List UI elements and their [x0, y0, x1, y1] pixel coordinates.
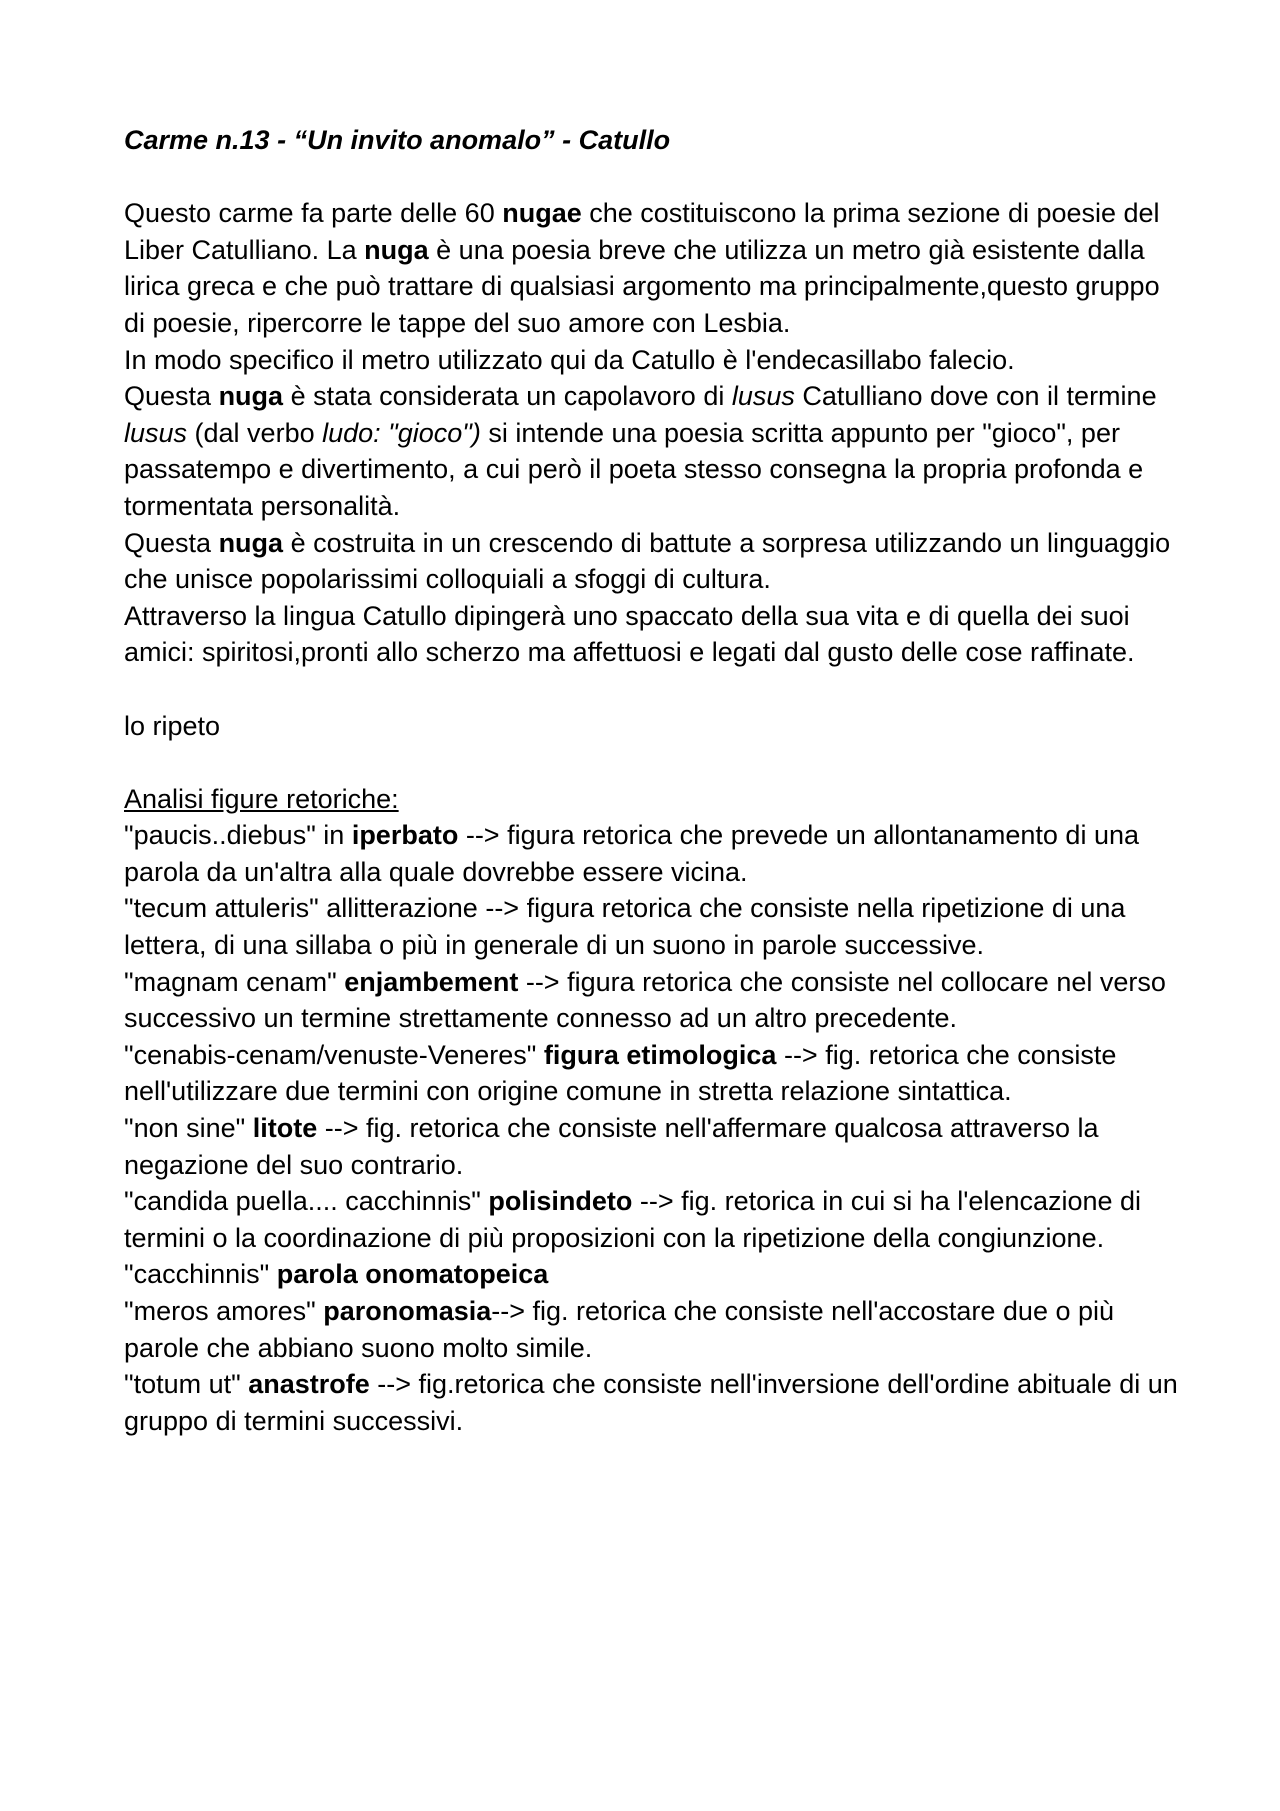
item-quote: "paucis..diebus" in — [124, 820, 352, 851]
analysis-list — [124, 817, 1184, 1439]
item-quote: "cenabis-cenam/venuste-Veneres" — [124, 1039, 544, 1070]
item-description: --> figura retorica che prevede un allontanamento di una parola da un'altra alla quale dovrebbe essere vicina. — [124, 820, 1139, 887]
text-span: che costituiscono la prima sezione di poesie del Liber Catulliano. La — [124, 198, 1160, 265]
item-term: anastrofe — [248, 1369, 370, 1400]
item-description: --> figura retorica che consiste nel collocare nel verso successivo un termine strettamente connesso ad un altro precedente. — [124, 966, 1166, 1034]
italic-term-lusus: lusus — [124, 417, 188, 448]
text-span: è stata considerata un capolavoro di — [283, 381, 732, 412]
item-term: paronomasia — [323, 1296, 492, 1326]
item-quote: "cacchinnis" — [124, 1259, 277, 1290]
item-quote: "totum ut" — [124, 1369, 249, 1400]
item-term: iperbato — [351, 820, 459, 851]
item-quote: "magnam cenam" — [124, 966, 345, 997]
analysis-heading: Analisi figure retoriche: — [124, 783, 399, 814]
bold-term-nuga: nuga — [218, 527, 284, 558]
document-title: Carme n.13 - “Un invito anomalo” - Catullo — [124, 125, 671, 155]
analysis-item — [124, 1293, 1184, 1366]
analysis-item — [124, 1037, 1184, 1110]
italic-term-ludo: ludo: "gioco") — [322, 417, 481, 448]
item-description: --> fig. retorica che consiste nell'affermare qualcosa attraverso la negazione del suo contrario. — [124, 1113, 1099, 1180]
item-quote: "candida puella.... cacchinnis" — [124, 1186, 489, 1217]
text-span: Questa — [124, 381, 219, 412]
italic-term-lusus: lusus — [731, 381, 795, 412]
item-term: polisindeto — [488, 1186, 633, 1217]
item-term: enjambement — [344, 966, 519, 997]
bold-term-nuga: nuga — [218, 381, 284, 412]
analysis-item — [124, 1366, 1184, 1439]
item-description: --> fig. retorica in cui si ha l'elencazione di termini o la coordinazione di più proposizioni con la ripetizione della congiunzione. — [124, 1186, 1142, 1253]
blank-line — [124, 159, 1184, 196]
analysis-item — [124, 817, 1184, 890]
text-span: (dal verbo — [187, 417, 323, 448]
item-quote: "non sine" — [124, 1113, 253, 1144]
text-span: si intende una poesia scritta appunto per "gioco", per passatempo e divertimento, a cui però il poeta stesso consegna la propria profonda e tormentata personalità. — [124, 417, 1144, 521]
intro-paragraph-4 — [124, 525, 1184, 598]
item-description: --> fig.retorica che consiste nell'inversione dell'ordine abituale di un gruppo di termini successivi. — [124, 1369, 1178, 1436]
analysis-item — [124, 1256, 1184, 1293]
blank-line — [124, 671, 1184, 708]
bold-term-nugae: nugae — [502, 198, 582, 229]
note-line: lo ripeto — [124, 710, 221, 741]
item-quote: "meros amores" — [124, 1296, 324, 1326]
item-description: --> fig. retorica che consiste nell'accostare due o più parole che abbiano suono molto simile. — [124, 1296, 1115, 1363]
item-term: parola onomatopeica — [276, 1259, 549, 1290]
text-span: è una poesia breve che utilizza un metro già esistente dalla lirica greca e che può trattare di qualsiasi argomento ma principalmente,questo gruppo di poesie, ripercorre le tappe del suo amore con Lesbia. — [124, 234, 1160, 338]
intro-paragraph-5: Attraverso la lingua Catullo dipingerà uno spaccato della sua vita e di quella dei suoi amici: spiritosi,pronti allo scherzo ma affettuosi e legati dal gusto delle cose raffinate. — [124, 600, 1135, 668]
text-span: Questo carme fa parte delle 60 — [124, 198, 503, 229]
document-page — [124, 122, 1184, 1439]
text-span: è costruita in un crescendo di battute a sorpresa utilizzando un linguaggio che unisce popolarissimi colloquiali a sfoggi di cultura. — [124, 527, 1171, 595]
intro-paragraph-2: In modo specifico il metro utilizzato qui da Catullo è l'endecasillabo falecio. — [124, 344, 1015, 375]
analysis-item — [124, 1110, 1184, 1183]
text-span: Questa — [124, 527, 219, 558]
blank-line — [124, 744, 1184, 781]
intro-paragraph-1 — [124, 195, 1184, 341]
analysis-item — [124, 890, 1184, 963]
item-quote: "tecum attuleris" allitterazione --> figura retorica che consiste nella ripetizione di una lettera, di una sillaba o più in generale di un suono in parole successive. — [124, 893, 1126, 961]
analysis-item — [124, 964, 1184, 1037]
item-term: litote — [252, 1113, 318, 1144]
analysis-item — [124, 1183, 1184, 1256]
item-term: figura etimologica — [543, 1039, 777, 1070]
item-description: --> fig. retorica che consiste nell'utilizzare due termini con origine comune in stretta relazione sintattica. — [124, 1039, 1117, 1107]
intro-paragraph-3 — [124, 378, 1184, 524]
bold-term-nuga: nuga — [364, 234, 429, 265]
text-span: Catulliano dove con il termine — [794, 381, 1157, 412]
